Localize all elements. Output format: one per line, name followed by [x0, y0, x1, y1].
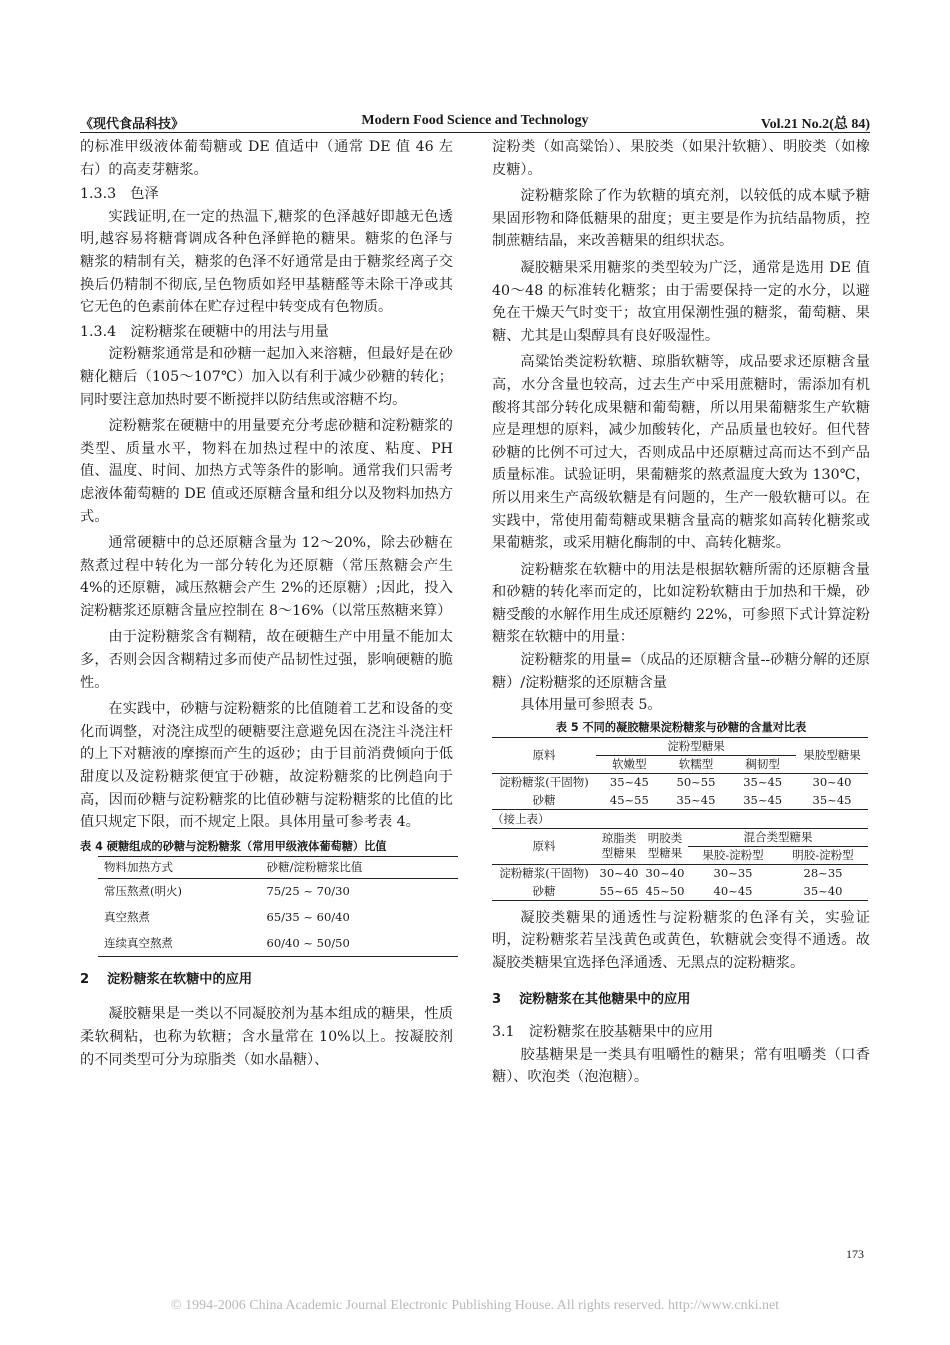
table-header: 原料 [492, 737, 596, 773]
paragraph: 高粱饴类淀粉软糖、琼脂软糖等，成品要求还原糖含量高，水分含量也较高，过去生产中采用蔗糖时，需添加有机酸将其部分转化成果糖和葡萄糖，所以用果葡糖浆生产软糖应是理想的原料，减少加酸转化，产品质量也较好。但代替砂糖的比例不可过大，否则成品中还原糖过高而达不到产品质量标准。试验证明，果葡糖浆的熬煮温度大致为 130℃，所以用来生产高级软糖是有问题的，生产一般软糖可以。在实践中，常使用葡萄糖或果糖含量高的糖浆如高转化糖浆或果葡糖浆，或采用糖化酶制的中、高转化糖浆。 [492, 354, 870, 552]
paragraph: 通常硬糖中的总还原糖含量为 12～20%，除去砂糖在熬煮过程中转化为一部分转化为还原糖（常压熬糖会产生 4%的还原糖，减压熬糖会产生 2%的还原糖）;因此，投入淀粉糖浆还原糖含量应控制在 8～16%（以常压熬糖来算） [80, 535, 453, 619]
table-header: 果胶-淀粉型 [688, 846, 778, 864]
table-cell: 连续真空熬煮 [98, 930, 265, 956]
paragraph: 的标准甲级液体葡萄糖或 DE 值适中（通常 DE 值 46 左右）的高麦芽糖浆。 [80, 139, 453, 178]
table-row [98, 930, 458, 956]
table-cell: 30~40 [645, 866, 685, 881]
table-cell: 35~45 [743, 775, 783, 790]
table-cell: 40~45 [688, 882, 778, 900]
paragraph: 淀粉糖浆在硬糖中的用量要充分考虑砂糖和淀粉糖浆的类型、质量水平，物料在加热过程中的浓度、粘度、PH 值、温度、时间、加热方式等条件的影响。通常我们只需考虑液体葡萄糖的 DE 值或还原糖含量和组分以及物料加热方式。 [80, 418, 453, 525]
paragraph: 实践证明,在一定的热温下,糖浆的色泽越好即越无色透明,越容易将糖膏调成各种色泽鲜艳的糖果。糖浆的色泽与糖浆的精制有关，糖浆的色泽不好通常是由于糖浆经离子交换后仍精制不彻底,呈色物质如羟甲基糖醛等未除干净或其它无色的色素前体在贮存过程中转变成有色物质。 [80, 208, 453, 316]
formula: 淀粉糖浆的用量=（成品的还原糖含量--砂糖分解的还原糖）/淀粉糖浆的还原糖含量 [492, 652, 870, 691]
table-cell: 35~45 [729, 791, 796, 809]
paragraph: 凝胶糖果是一类以不同凝胶剂为基本组成的糖果，性质柔软稠粘，也称为软糖；含水量常在 10%以上。按凝胶剂的不同类型可分为琼脂类（如水晶糖）、 [80, 1006, 453, 1068]
table-4 [98, 856, 458, 957]
table-cell: 45~50 [642, 882, 688, 900]
header-rule [80, 132, 870, 133]
table-row [492, 773, 868, 791]
table-cell: 65/35 ~ 60/40 [266, 909, 350, 924]
section-heading-2: 2 淀粉糖浆在软糖中的应用 [80, 971, 253, 987]
table-4-caption: 表 4 硬糖组成的砂糖与淀粉糖浆（常用甲级液体葡萄糖）比值 [80, 839, 387, 853]
table-header: 砂糖/淀粉糖浆比值 [265, 856, 458, 878]
copyright-watermark: © 1994-2006 China Academic Journal Electronic Publishing House. All rights reserved. http://www.cnki.net [170, 1298, 780, 1313]
table-row [492, 882, 868, 900]
table-cell: 35~40 [778, 882, 868, 900]
paragraph: 具体用量可参照表 5。 [520, 697, 662, 714]
paragraph: 胶基糖果是一类具有咀嚼性的糖果；常有咀嚼类（口香糖）、吹泡类（泡泡糖）。 [492, 1046, 870, 1086]
table-header: 稠韧型 [729, 755, 796, 773]
paragraph: 由于淀粉糖浆含有糊精，故在硬糖生产中用量不能加太多，否则会因含糊精过多而使产品韧性过强，影响硬糖的脆性。 [80, 629, 453, 691]
table-cell: 砂糖 [492, 791, 596, 809]
volume-info: Vol.21 No.2(总 84) [760, 117, 870, 132]
table-cell: 30~40 [599, 866, 639, 881]
table-5-continued [492, 828, 868, 901]
table-cell: 砂糖 [492, 882, 596, 900]
paragraph: 凝胶糖果采用糖浆的类型较为广泛，通常是选用 DE 值 40～48 的标准转化糖浆；由于需要保持一定的水分，以避免在干燥天气时变干；故宜用保潮性强的糖浆，葡萄糖、果糖、尤其是山梨醇具有良好吸湿性。 [492, 259, 870, 344]
subsection-heading-3-1: 3.1 淀粉糖浆在胶基糖果中的应用 [492, 1024, 714, 1041]
table-header: 明胶-淀粉型 [778, 846, 868, 864]
paragraph: 凝胶类糖果的通透性与淀粉糖浆的色泽有关，实验证明，淀粉糖浆若呈浅黄色或黄色，软糖就会变得不通透。故凝胶类糖果宜选择色泽通透、无黑点的淀粉糖浆。 [492, 909, 870, 972]
left-column [80, 136, 453, 1071]
table-cell: 55~65 [596, 882, 642, 900]
table-cell: 30~35 [713, 866, 753, 881]
paragraph: 淀粉糖浆通常是和砂糖一起加入来溶糖，但最好是在砂糖化糖后（105～107℃）加入以有利于减少砂糖的转化；同时要注意加热时要不断搅拌以防结焦或溶糖不均。 [80, 346, 453, 408]
table-row [98, 904, 458, 930]
table-continued-label: （接上表） [492, 811, 550, 826]
table-cell: 35~45 [663, 791, 730, 809]
table-cell: 28~35 [803, 866, 843, 881]
subsection-heading-1-3-3: 1.3.3 色泽 [80, 186, 159, 203]
table-cell: 35~45 [796, 791, 868, 809]
table-row [492, 791, 868, 809]
table-cell: 50~55 [676, 775, 716, 790]
table-header: 淀粉型糖果 [596, 737, 796, 755]
table-cell: 淀粉糖浆(干固物) [499, 775, 589, 790]
table-header: 物料加热方式 [98, 856, 265, 878]
table-cell: 30~40 [812, 775, 852, 790]
table-row [492, 864, 868, 882]
table-cell: 淀粉糖浆(干固物) [499, 866, 589, 881]
table-header: 混合类型糖果 [688, 828, 868, 846]
running-header [80, 113, 870, 133]
subsection-heading-1-3-4: 1.3.4 淀粉糖浆在硬糖中的用法与用量 [80, 323, 329, 340]
table-header: 琼脂类型糖果 [596, 828, 642, 864]
paragraph: 淀粉类（如高粱饴）、果胶类（如果汁软糖）、明胶类（如橡皮糖）。 [492, 139, 870, 178]
page-number: 173 [846, 1247, 864, 1261]
paragraph: 在实践中，砂糖与淀粉糖浆的比值随着工艺和设备的变化而调整，对浇注成型的硬糖要注意避免因在浇注斗浇注杆的上下对糖液的摩擦而产生的返砂；由于目前消费倾向于低甜度以及淀粉糖浆便宜于砂糖，故淀粉糖浆的比例趋向于高，因而砂糖与淀粉糖浆的比值砂糖与淀粉糖浆的比值的比值只规定下限，而不规定上限。具体用量可参考表 4。 [80, 701, 453, 831]
journal-name: 《现代食品科技》 [80, 117, 185, 132]
table-header: 明胶类型糖果 [642, 828, 688, 864]
table-cell: 45~55 [596, 791, 663, 809]
paragraph: 淀粉糖浆除了作为软糖的填充剂，以较低的成本赋予糖果固形物和降低糖果的甜度；更主要是作为抗结晶物质，控制蔗糖结晶，来改善糖果的组织状态。 [492, 188, 870, 250]
table-header: 软嫩型 [596, 755, 663, 773]
section-heading-3: 3 淀粉糖浆在其他糖果中的应用 [492, 991, 691, 1007]
table-cell: 60/40 ~ 50/50 [265, 930, 458, 956]
table-cell: 35~45 [609, 775, 649, 790]
table-cell: 真空熬煮 [104, 909, 150, 924]
table-row [98, 878, 458, 904]
table-header: 原料 [492, 828, 596, 864]
table-header: 软糯型 [663, 755, 730, 773]
right-column [492, 136, 870, 1089]
journal-english-name: Modern Food Science and Technology [361, 113, 589, 128]
table-cell: 常压熬煮(明火) [104, 884, 182, 899]
table-5 [492, 737, 868, 810]
paragraph: 淀粉糖浆在软糖中的用法是根据软糖所需的还原糖含量和砂糖的转化率而定的，比如淀粉软糖由于加热和干燥，砂糖受酸的水解作用生成还原糖约 22%，可参照下式计算淀粉糖浆在软糖中的用量： [492, 561, 870, 646]
table-header: 果胶型糖果 [796, 737, 868, 773]
table-5-caption: 表 5 不同的凝胶糖果淀粉糖浆与砂糖的含量对比表 [555, 720, 807, 734]
table-cell: 75/25 ~ 70/30 [266, 884, 350, 899]
